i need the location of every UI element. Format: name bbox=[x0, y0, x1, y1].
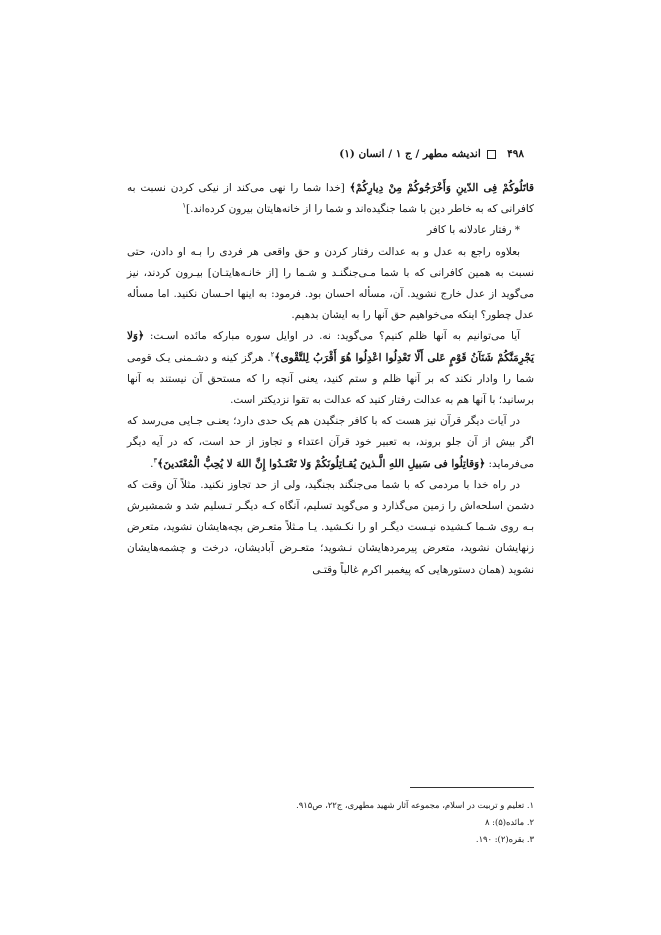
running-header bbox=[339, 148, 524, 160]
footnote-ref: ۳ bbox=[153, 456, 158, 465]
footnote-ref: ۱ bbox=[182, 201, 187, 210]
paragraph-3 bbox=[127, 326, 534, 411]
body-text bbox=[127, 178, 534, 581]
paragraph-1 bbox=[127, 178, 534, 220]
paragraph-5: در راه خدا با مردمی که با شما می‌جنگند بجنگید، ولی از حد تجاوز نکنید. مثلاً آن وقت که دشمن اسلحه‌اش را زمین می‌گذارد و می‌گوید تسلیم، آنگاه کـه دیگـر تـسلیم شد و شمشیرش بـه روی شـما کـشیده نیـست دیگـر او را نکـشید. یـا مـثلاً متعـرض بچه‌هایشان نشوید، متعرض زنهایشان نشوید، متعرض پیرمردهایشان نـشوید؛ متعـرض آبادیشان، درخت و چشمه‌هایشان نشوید (همان دستورهایی که پیغمبر اکرم غالباً وقتـی bbox=[127, 478, 534, 576]
square-bullet-icon bbox=[487, 150, 496, 159]
paragraph-text: [خدا شما را نهی می‌کند از نیکی کردن نسبت به کافرانی که به خاطر دین با شما جنگیده‌اند و شما را از خانه‌هایتان بیرون کرده‌اند.] bbox=[127, 182, 534, 216]
paragraph-4 bbox=[127, 411, 534, 475]
paragraph-2: بعلاوه راجع به عدل و به عدالت رفتار کردن و حق واقعی هر فردی را بـه او دادن، حتی نسبت به همین کافرانی که با شما مـی‌جنگنـد و شـما را [از خانـه‌هایتـان] بیـرون کردند، نیز می‌گوید از عدل خارج نشوید. آن، مسأله احسان بود. فرمود: به اینها احـسان نکنید. اما مسأله عدل چطور؟ اینکه می‌خواهیم حق آنها را به ایشان بدهیم. bbox=[127, 245, 534, 322]
paragraph-text: در آیات دیگر قرآن نیز هست که با کافر جنگیدن هم یک حدی دارد؛ یعنـی جـایی می‌رسد که اگر بیش از آن جلو بروند، به تعبیر خود قرآن اعتداء و تجاوز از حد است، که در آیه دیگر می‌فرماید: bbox=[127, 415, 534, 470]
footnote-1: ۱. تعلیم و تربیت در اسلام، مجموعه آثار شهید مطهری، ج۲۲، ص۹۱۵. bbox=[296, 800, 534, 810]
paragraph-text: آیا می‌توانیم به آنها ظلم کنیم؟ می‌گوید: نه. در اوایل سوره مبارکه مائده اسـت: bbox=[144, 330, 520, 343]
quran-verse: قاتَلُوکُمْ فِی الدّینِ وَأَخْرَجُوکُمْ مِنْ دِیارِکُمْ﴾ bbox=[349, 182, 535, 194]
paragraph-text: . هرگز کینه و دشـمنی یـک قومی شما را وادار نکند که بر آنها ظلم و ستم کنید، یعنی آنچه را که مستحق آن نیستند به آنها برسانید؛ با آنها هم به عدالت رفتار کنید که عدالت به تقوا نزدیکتر است. bbox=[127, 351, 534, 407]
quran-verse: ﴿وَلا یَجْرِمَنَّکُمْ شَنَآنُ قَوْمٍ عَلی أَلّا تَعْدِلُوا اعْدِلُوا هُوَ أَقْرَبُ لِلتَّقْوی﴾ bbox=[127, 330, 535, 364]
paragraph-text: . bbox=[150, 457, 154, 470]
footnote-2: ۲. مائده(۵): ۸ bbox=[484, 817, 534, 827]
quran-verse: ﴿وَقاتِلُوا فی سَبیلِ اللهِ الَّـذینَ یُقـاتِلُونَکُمْ وَلا تَعْتَـدُوا إِنَّ اللهَ لا یُحِبُّ الْمُعْتَدینَ﴾ bbox=[157, 457, 486, 470]
footnotes bbox=[234, 797, 534, 848]
section-heading: * رفتار عادلانه با کافر bbox=[427, 224, 520, 237]
page-number: ۴۹۸ bbox=[507, 148, 524, 160]
footnote-divider bbox=[410, 787, 534, 788]
footnote-ref: ۲ bbox=[270, 350, 275, 359]
header-title: اندیشه مطهر / ج ۱ / انسان (۱) bbox=[339, 148, 481, 160]
footnote-3: ۳. بقره(۲): ۱۹۰. bbox=[475, 834, 534, 844]
